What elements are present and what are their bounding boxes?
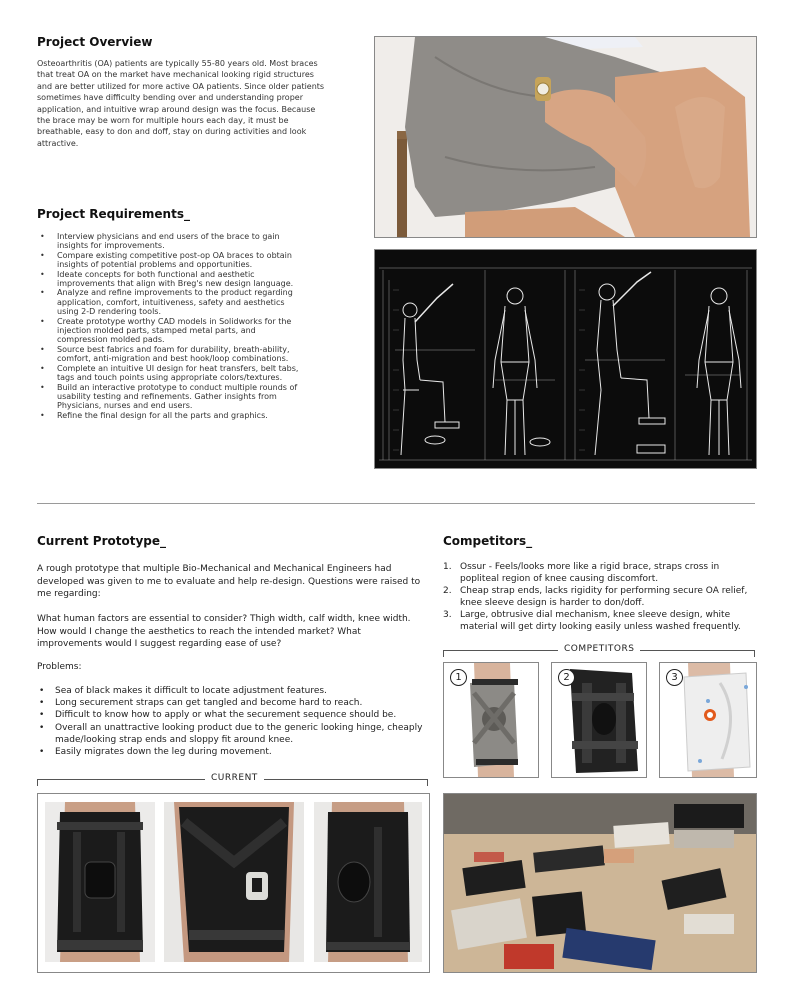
competitor-photo-1 bbox=[443, 662, 539, 778]
competitor-photo-2 bbox=[551, 662, 647, 778]
prototype-photo-1 bbox=[45, 802, 155, 962]
competitor-item: 1. Ossur - Feels/looks more like a rigid brace, straps cross in popliteal region of knee causing discomfort. bbox=[443, 562, 720, 584]
requirement-item: • Source best fabrics and foam for durability, breath-ability, comfort, anti-migration and best hook/loop combinations. bbox=[37, 345, 299, 364]
problems-list bbox=[37, 685, 429, 758]
competitors-title: Competitors_ bbox=[443, 534, 533, 548]
competitors-list bbox=[443, 561, 756, 633]
competitors-label: COMPETITORS bbox=[558, 644, 640, 654]
problem-item: • Overall an unattractive looking product due to the generic looking hinge, cheaply made/looking strap ends and sloppy fit around knee. bbox=[37, 722, 429, 746]
problem-item: • Long securement straps can get tangled and become hard to reach. bbox=[37, 697, 429, 709]
problem-item: • Sea of black makes it difficult to locate adjustment features. bbox=[37, 685, 429, 697]
requirements-list bbox=[37, 232, 299, 420]
overview-text: Osteoarthritis (OA) patients are typically 55-80 years old. Most braces that treat OA on the market have mechanical looking rigid structures and are better utilized for more active OA patients. Since older patients sometimes have difficulty bending over and understanding proper application, and intuitive wrap around design was the focus. Because the brace may be worn for multiple hours each day, it must be breathable, easy to don and doff, stay on during activities and look attractive. bbox=[37, 59, 325, 148]
prototype-photo-3 bbox=[314, 802, 422, 962]
prototype-questions: What human factors are essential to consider? Thigh width, calf width, knee width. How would I change the aesthetics to reach the intended market? What improvements would I suggest regarding ease of use? bbox=[37, 614, 411, 650]
problem-item: • Easily migrates down the leg during movement. bbox=[37, 746, 429, 758]
prototype-title: Current Prototype_ bbox=[37, 534, 167, 548]
human-factors-blueprint bbox=[374, 249, 757, 469]
requirement-item: • Complete an intuitive UI design for heat transfers, belt tabs, tags and touch points using appropriate colors/textures. bbox=[37, 364, 299, 383]
requirement-item: • Analyze and refine improvements to the product regarding application, comfort, intuitiveness, safety and aesthetics using 2-D rendering tools. bbox=[37, 288, 299, 316]
competitor-research-table-photo bbox=[443, 793, 757, 973]
requirement-item: • Interview physicians and end users of the brace to gain insights for improvements. bbox=[37, 232, 299, 251]
requirement-item: • Ideate concepts for both functional and aesthetic improvements that align with Breg's new design language. bbox=[37, 270, 299, 289]
competitor-item: 3. Large, obtrusive dial mechanism, knee sleeve design, white material will get dirty looking easily unless washed frequently. bbox=[443, 610, 741, 632]
prototype-photo-2 bbox=[164, 802, 304, 962]
problems-label: Problems: bbox=[37, 662, 82, 672]
requirement-item: • Create prototype worthy CAD models in Solidworks for the injection molded parts, stamped metal parts, and compression molded pads. bbox=[37, 317, 299, 345]
requirement-item: • Compare existing competitive post-op OA braces to obtain insights of potential problems and opportunities. bbox=[37, 251, 299, 270]
competitor-photo-3 bbox=[659, 662, 757, 778]
requirement-item: • Refine the final design for all the parts and graphics. bbox=[37, 411, 299, 420]
competitor-item: 2. Cheap strap ends, lacks rigidity for performing secure OA relief, knee sleeve design is harder to don/doff. bbox=[443, 586, 748, 608]
current-prototype-photos bbox=[37, 793, 430, 973]
requirement-item: • Build an interactive prototype to conduct multiple rounds of usability testing and refinements. Gather insights from Physicians, nurses and end users. bbox=[37, 383, 299, 411]
prototype-intro: A rough prototype that multiple Bio-Mechanical and Mechanical Engineers had developed was given to me to evaluate and help re-design. Questions were raised to me regarding: bbox=[37, 564, 421, 600]
competitor-badge-2: 2 bbox=[558, 669, 575, 686]
competitor-badge-3: 3 bbox=[666, 669, 683, 686]
current-bracket bbox=[37, 773, 428, 786]
competitor-badge-1: 1 bbox=[450, 669, 467, 686]
problem-item: • Difficult to know how to apply or what the securement sequence should be. bbox=[37, 709, 429, 721]
overview-title: Project Overview bbox=[37, 35, 153, 49]
current-label: CURRENT bbox=[205, 773, 264, 783]
competitors-bracket bbox=[443, 644, 755, 657]
section-divider bbox=[37, 503, 755, 504]
knee-pain-photo bbox=[374, 36, 757, 238]
requirements-title: Project Requirements_ bbox=[37, 207, 190, 221]
